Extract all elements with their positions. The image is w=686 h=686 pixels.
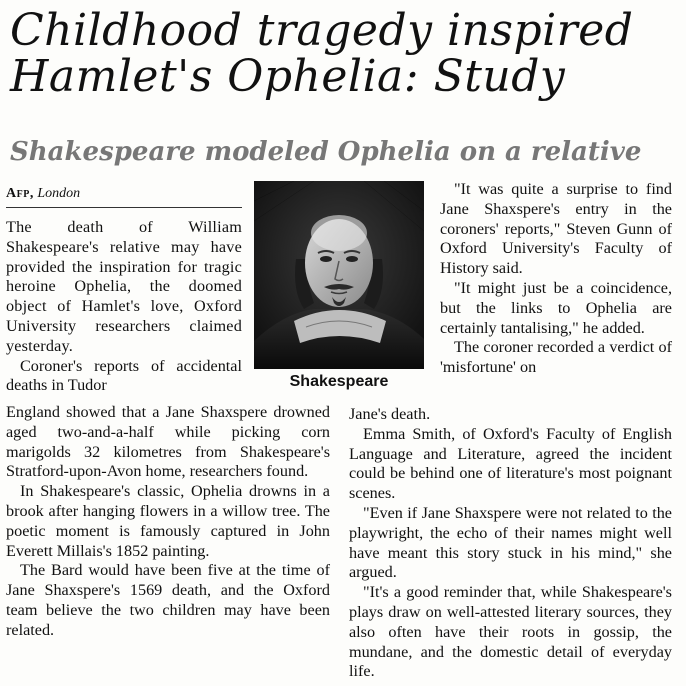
shakespeare-portrait-image — [254, 181, 424, 369]
article-column-left-upper — [6, 218, 242, 396]
headline — [10, 5, 680, 102]
article-column-left-lower — [6, 403, 330, 641]
article-paragraph: "It was quite a surprise to find Jane Shaxspere's entry in the coroners' reports," Steven Gunn of Oxford University's Faculty of History said. — [440, 180, 672, 278]
article-paragraph: The coroner recorded a verdict of 'misfortune' on — [440, 338, 672, 377]
article-paragraph: The Bard would have been five at the time of Jane Shaxspere's 1569 death, and the Oxford team believe the two children may have been related. — [6, 561, 330, 639]
article-paragraph: Jane's death. — [349, 405, 431, 423]
article-paragraph: Coroner's reports of accidental deaths in Tudor — [6, 356, 242, 395]
headline-line-1: Childhood tragedy inspired — [10, 5, 634, 56]
byline-place: London — [37, 186, 81, 201]
article-column-right-upper — [440, 180, 672, 378]
subheadline: Shakespeare modeled Ophelia on a relative — [10, 137, 642, 167]
headline-line-2: Hamlet's Ophelia: Study — [10, 51, 566, 102]
article-column-right-lower — [349, 405, 672, 682]
article-paragraph: Emma Smith, of Oxford's Faculty of English Language and Literature, agreed the incident could be behind one of literature's most poignant scenes. — [349, 424, 672, 503]
article-paragraph: "It's a good reminder that, while Shakespeare's plays draw on well-attested literary sources, they also often have their roots in gossip, the mundane, and the domestic detail of everyday life. — [349, 583, 672, 681]
article-paragraph: In Shakespeare's classic, Ophelia drowns in a brook after hanging flowers in a willow tree. The poetic moment is famously captured in John Everett Millais's 1852 painting. — [6, 482, 330, 560]
byline-agency: Afp, — [6, 186, 34, 201]
article-paragraph: "Even if Jane Shaxspere were not related to the playwright, the echo of their names might well have meant this story stuck in his mind," she argued. — [349, 503, 672, 582]
byline — [6, 185, 206, 203]
article-paragraph: The death of William Shakespeare's relative may have provided the inspiration for tragic heroine Ophelia, the doomed object of Hamlet's love, Oxford University researchers claimed yesterday. — [6, 218, 242, 355]
article-paragraph: England showed that a Jane Shaxspere drowned aged two-and-a-half while picking corn marigolds 32 kilometres from Shakespeare's Stratford-upon-Avon home, researchers found. — [6, 403, 330, 481]
photo-caption: Shakespeare — [289, 373, 389, 390]
byline-rule — [6, 207, 242, 208]
article-paragraph: "It might just be a coincidence, but the links to Ophelia are certainly tantalising," he added. — [440, 278, 672, 337]
